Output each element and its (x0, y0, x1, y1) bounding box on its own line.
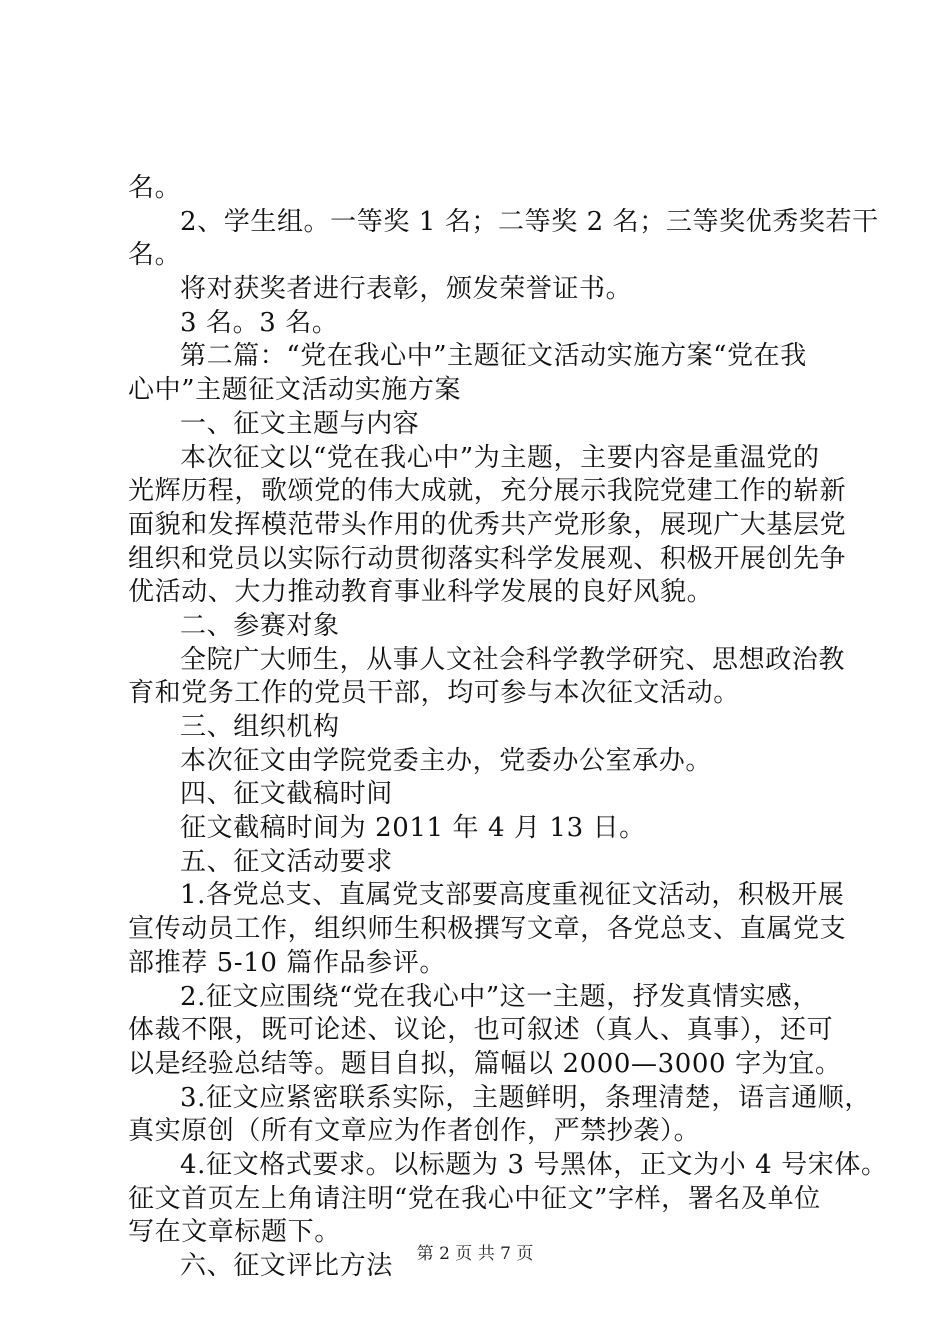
text-line: 本次征文以“党在我心中”为主题，主要内容是重温党的 (180, 442, 820, 473)
text-line: 真实原创（所有文章应为作者创作，严禁抄袭）。 (128, 1116, 701, 1147)
text-line: 3.征文应紧密联系实际，主题鲜明，条理清楚，语言通顺， (180, 1082, 872, 1113)
text-line: 心中”主题征文活动实施方案 (128, 375, 462, 406)
text-line: 光辉历程，歌颂党的伟大成就，充分展示我院党建工作的崭新 (128, 476, 847, 507)
text-line: 4.征文格式要求。以标题为 3 号黑体，正文为小 4 号宋体。 (180, 1149, 888, 1180)
page-footer: 第 2 页 共 7 页 (416, 1244, 534, 1264)
text-line: 写在文章标题下。 (128, 1217, 341, 1248)
text-line: 将对获奖者进行表彰，颁发荣誉证书。 (180, 274, 633, 305)
text-line: 三、组织机构 (180, 712, 340, 742)
text-line: 3 名。3 名。 (180, 307, 339, 338)
text-line: 优活动、大力推动教育事业科学发展的良好风貌。 (128, 577, 714, 608)
text-line: 2、学生组。一等奖 1 名；二等奖 2 名；三等奖优秀奖若干 (180, 206, 879, 237)
text-line: 体裁不限，既可论述、议论，也可叙述（真人、真事），还可 (128, 1015, 834, 1046)
text-line: 名。 (128, 240, 182, 271)
text-line: 六、征文评比方法 (180, 1251, 393, 1281)
text-line: 面貌和发挥模范带头作用的优秀共产党形象，展现广大基层党 (128, 509, 847, 540)
text-line: 部推荐 5-10 篇作品参评。 (128, 947, 446, 978)
text-line: 五、征文活动要求 (180, 846, 393, 877)
text-line: 征文首页左上角请注明“党在我心中征文”字样，署名及单位 (128, 1183, 821, 1214)
text-line: 组织和党员以实际行动贯彻落实科学发展观、积极开展创先争 (128, 543, 847, 574)
text-line: 本次征文由学院党委主办，党委办公室承办。 (180, 745, 713, 776)
text-line: 全院广大师生，从事人文社会科学教学研究、思想政治教 (180, 644, 846, 675)
text-line: 第二篇：“党在我心中”主题征文活动实施方案“党在我 (180, 341, 807, 372)
text-line: 育和党务工作的党员干部，均可参与本次征文活动。 (128, 678, 740, 709)
text-line: 征文截稿时间为 2011 年 4 月 13 日。 (180, 813, 646, 844)
text-line: 一、征文主题与内容 (180, 408, 420, 439)
text-line: 名。 (128, 173, 182, 203)
text-line: 四、征文截稿时间 (180, 779, 393, 810)
text-line: 宣传动员工作，组织师生积极撰写文章，各党总支、直属党支 (128, 914, 847, 945)
text-line: 二、参赛对象 (180, 610, 340, 641)
text-line: 以是经验总结等。题目自拟，篇幅以 2000—3000 字为宜。 (128, 1048, 842, 1079)
text-line: 2.征文应围绕“党在我心中”这一主题，抒发真情实感， (180, 981, 819, 1012)
document-body (128, 172, 888, 1284)
text-line: 1.各党总支、直属党支部要高度重视征文活动，积极开展 (180, 880, 845, 911)
